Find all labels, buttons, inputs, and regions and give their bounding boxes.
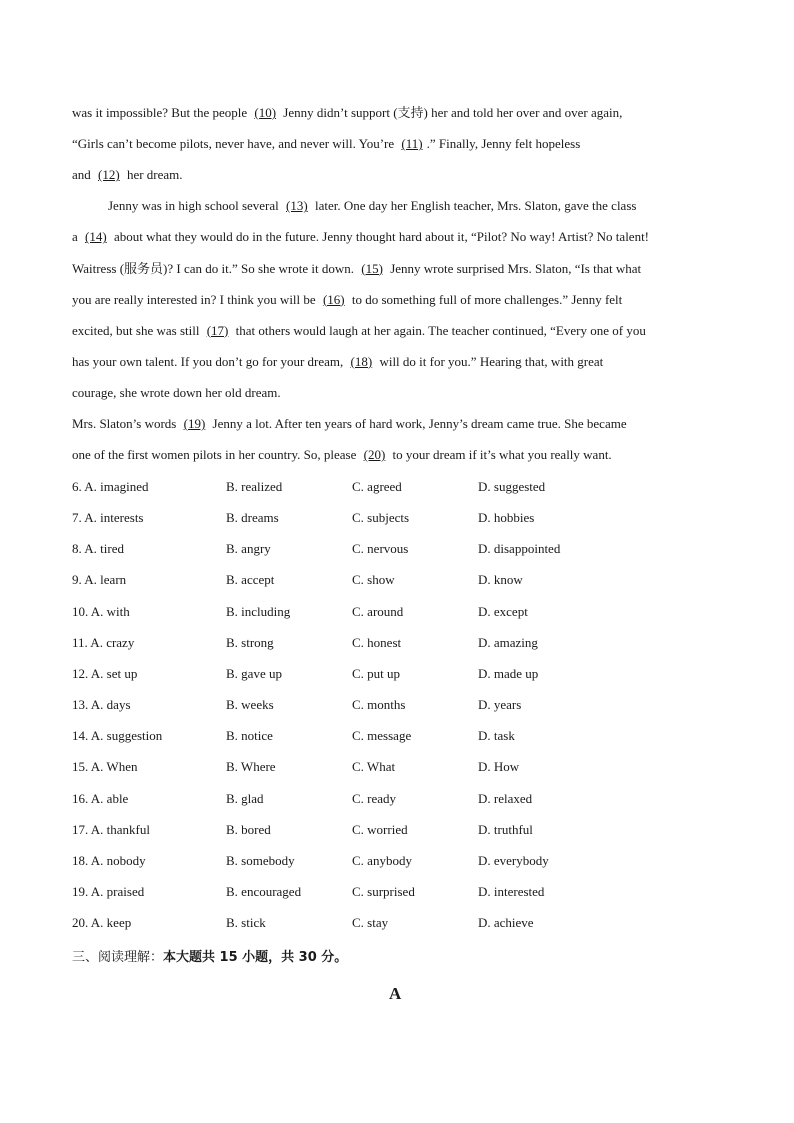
passage-line xyxy=(72,354,603,370)
passage-line xyxy=(72,416,627,432)
option-b: B. angry xyxy=(226,541,271,557)
answer-blank: (17) xyxy=(206,322,229,338)
answer-blank: (20) xyxy=(363,447,386,463)
passage-text-segment: excited, but she was still xyxy=(72,322,203,338)
passage-text-segment: Jenny wrote surprised Mrs. Slaton, “Is that what xyxy=(386,260,642,276)
passage-line xyxy=(72,136,580,152)
option-d: D. achieve xyxy=(478,915,534,931)
passage-line xyxy=(72,292,622,308)
option-b: B. accept xyxy=(226,572,275,588)
option-row xyxy=(72,915,632,931)
option-c: C. months xyxy=(352,697,406,713)
passage-text-segment: “Girls can’t become pilots, never have, and never will. You’re xyxy=(72,136,398,152)
option-b: B. notice xyxy=(226,728,273,744)
answer-blank: (19) xyxy=(183,416,206,431)
option-row xyxy=(72,635,632,651)
passage-text-segment: about what they would do in the future. Jenny thought hard about it, “Pilot? No way! Artist? No talent! xyxy=(110,229,650,245)
option-a: 13. A. days xyxy=(72,697,131,713)
option-c: C. nervous xyxy=(352,541,409,557)
answer-blank: (13) xyxy=(286,198,308,214)
option-a: 9. A. learn xyxy=(72,572,127,588)
option-d: D. amazing xyxy=(478,634,538,650)
option-d: D. made up xyxy=(478,665,539,681)
option-row xyxy=(72,510,632,526)
option-a: 16. A. able xyxy=(72,790,129,806)
option-b: B. Where xyxy=(226,759,276,775)
passage-text-segment: will do it for you.” Hearing that, with great xyxy=(376,353,604,369)
option-b: B. weeks xyxy=(226,697,274,713)
passage-text-segment: to your dream if it’s what you really want. xyxy=(389,447,612,463)
option-d: D. relaxed xyxy=(478,790,533,806)
option-row xyxy=(72,541,632,557)
option-d: D. disappointed xyxy=(478,541,561,557)
option-d: D. suggested xyxy=(478,479,546,494)
option-a: 8. A. tired xyxy=(72,541,124,557)
option-b: B. somebody xyxy=(226,852,295,868)
option-row xyxy=(72,853,632,869)
passage-text-segment: .” Finally, Jenny felt hopeless xyxy=(426,136,581,152)
option-b: B. gave up xyxy=(226,665,282,681)
option-a: 10. A. with xyxy=(72,603,130,619)
option-c: C. anybody xyxy=(352,852,412,868)
answer-blank: (12) xyxy=(98,167,120,183)
passage-text-segment: one of the first women pilots in her country. So, please xyxy=(72,447,360,463)
option-d: D. interested xyxy=(478,883,545,899)
option-d: D. hobbies xyxy=(478,510,535,526)
section-heading xyxy=(72,946,347,965)
answer-blank: (18) xyxy=(350,353,373,369)
section-prefix: 三、阅读理解： xyxy=(72,950,164,965)
passage-line xyxy=(72,261,641,277)
answer-blank: (15) xyxy=(361,260,383,276)
section-detail: 本大题共 15 小题，共 30 分。 xyxy=(163,950,348,965)
passage-line xyxy=(72,447,612,463)
option-row xyxy=(72,822,632,838)
passage-text-segment: to do something full of more challenges.” Jenny felt xyxy=(348,291,623,307)
option-row xyxy=(72,697,632,713)
option-b: B. encouraged xyxy=(226,883,302,899)
option-d: D. know xyxy=(478,572,523,588)
option-d: D. task xyxy=(478,728,515,744)
passage-line xyxy=(72,167,183,183)
passage-text-segment: was it impossible? But the people xyxy=(72,105,251,120)
option-c: C. stay xyxy=(352,915,389,931)
option-d: D. truthful xyxy=(478,821,533,837)
option-b: B. including xyxy=(226,603,291,619)
option-row xyxy=(72,759,632,775)
option-c: C. ready xyxy=(352,790,397,806)
answer-blank: (11) xyxy=(401,136,423,152)
option-c: C. message xyxy=(352,728,412,744)
option-row xyxy=(72,479,632,495)
option-c: C. put up xyxy=(352,665,401,681)
passage-line xyxy=(108,198,636,214)
passage-line xyxy=(72,323,646,339)
answer-blank: (10) xyxy=(254,105,277,120)
passage-line xyxy=(72,229,649,245)
passage-text-segment: Mrs. Slaton’s words xyxy=(72,416,180,431)
option-row xyxy=(72,604,632,620)
passage-text-segment: her dream. xyxy=(123,167,183,183)
part-heading: A xyxy=(389,984,402,1003)
option-c: C. agreed xyxy=(352,479,402,494)
passage-line xyxy=(72,385,281,401)
option-c: C. honest xyxy=(352,634,402,650)
passage-text-segment: Jenny was in high school several xyxy=(108,198,283,214)
passage-text-segment: later. One day her English teacher, Mrs. Slaton, gave the class xyxy=(311,198,637,214)
option-c: C. around xyxy=(352,603,404,619)
option-a: 6. A. imagined xyxy=(72,479,149,494)
option-row xyxy=(72,572,632,588)
option-a: 17. A. thankful xyxy=(72,821,150,837)
option-c: C. worried xyxy=(352,821,408,837)
passage-text-segment: has your own talent. If you don’t go for your dream, xyxy=(72,353,347,369)
option-d: D. everybody xyxy=(478,852,549,868)
option-a: 11. A. crazy xyxy=(72,634,135,650)
option-d: D. years xyxy=(478,697,522,713)
passage-text-segment: Jenny a lot. After ten years of hard work, Jenny’s dream came true. She became xyxy=(209,416,627,431)
option-d: D. except xyxy=(478,603,528,619)
option-d: D. How xyxy=(478,759,520,775)
passage-text-segment: and xyxy=(72,167,95,183)
option-row xyxy=(72,666,632,682)
option-row xyxy=(72,884,632,900)
option-b: B. strong xyxy=(226,634,274,650)
answer-blank: (14) xyxy=(85,229,107,245)
passage-text-segment: a xyxy=(72,229,82,245)
option-row xyxy=(72,791,632,807)
option-row xyxy=(72,728,632,744)
option-a: 18. A. nobody xyxy=(72,852,146,868)
option-b: B. stick xyxy=(226,915,266,931)
option-b: B. bored xyxy=(226,821,271,837)
passage-line xyxy=(72,105,622,121)
passage-text-segment: Waitress (服务员)? I can do it.” So she wrote it down. xyxy=(72,260,358,276)
option-a: 19. A. praised xyxy=(72,883,145,899)
passage-text-segment: that others would laugh at her again. The teacher continued, “Every one of you xyxy=(232,322,646,338)
option-c: C. What xyxy=(352,759,396,775)
option-b: B. realized xyxy=(226,479,283,494)
option-c: C. show xyxy=(352,572,395,588)
option-c: C. subjects xyxy=(352,510,410,526)
passage-text-segment: courage, she wrote down her old dream. xyxy=(72,384,281,400)
passage-text-segment: Jenny didn’t support (支持) her and told her over and over again, xyxy=(280,105,623,120)
option-a: 14. A. suggestion xyxy=(72,728,163,744)
passage-text-segment: you are really interested in? I think you will be xyxy=(72,291,319,307)
option-a: 12. A. set up xyxy=(72,665,138,681)
option-a: 20. A. keep xyxy=(72,915,132,931)
option-c: C. surprised xyxy=(352,883,415,899)
option-a: 7. A. interests xyxy=(72,510,144,526)
answer-blank: (16) xyxy=(322,291,345,307)
option-b: B. dreams xyxy=(226,510,279,526)
option-b: B. glad xyxy=(226,790,264,806)
option-a: 15. A. When xyxy=(72,759,138,775)
